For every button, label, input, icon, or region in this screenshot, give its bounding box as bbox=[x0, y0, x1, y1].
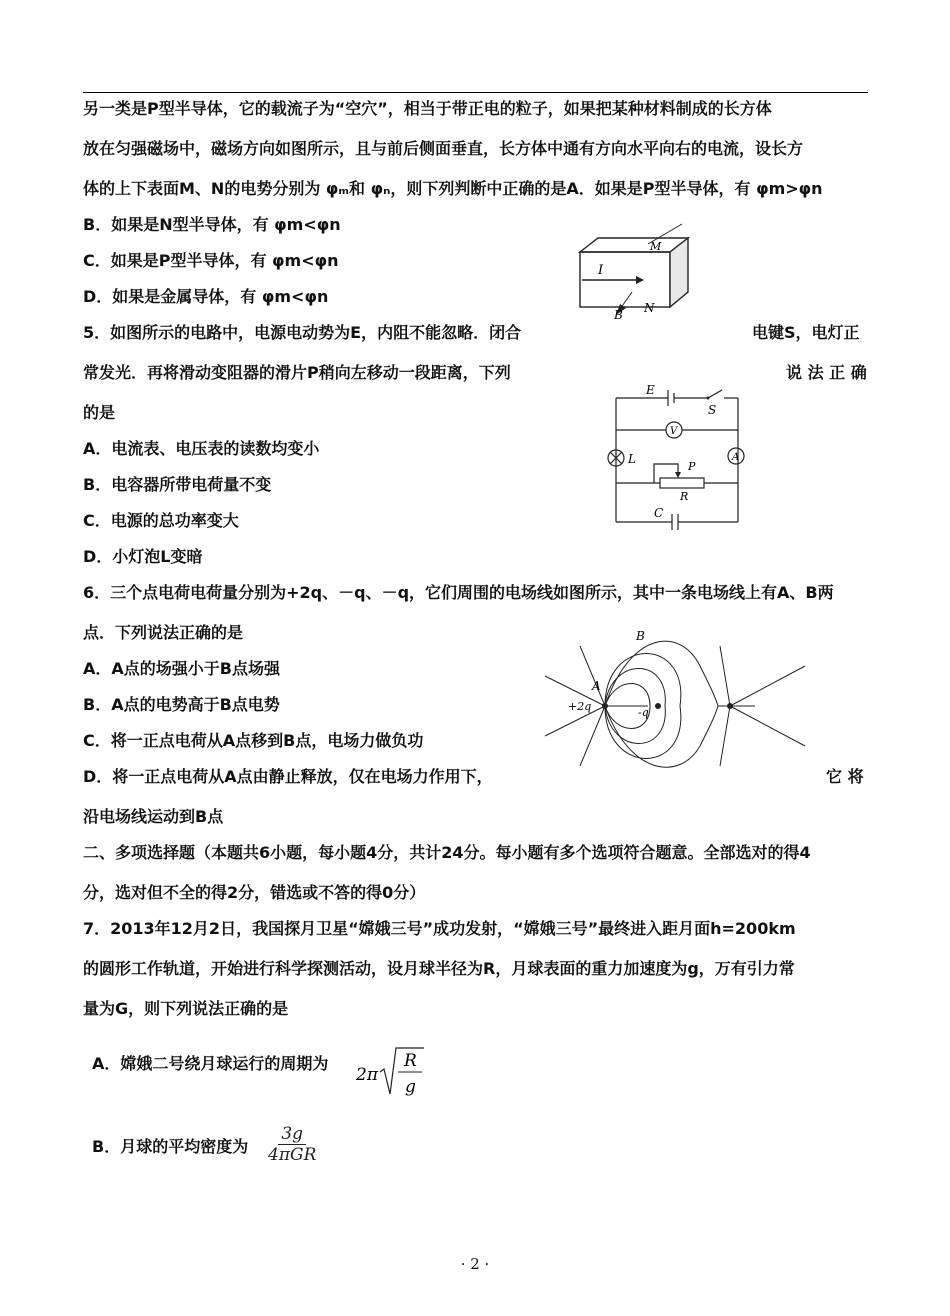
option-5c: C．电源的总功率变大 bbox=[83, 511, 239, 530]
density-formula bbox=[268, 1124, 316, 1165]
question-7-line-2: 的圆形工作轨道，开始进行科学探测活动，设月球半径为R，月球表面的重力加速度为g，万有引力常 bbox=[83, 959, 795, 978]
option-5b: B．电容器所带电荷量不变 bbox=[83, 475, 272, 494]
question-7-line-3: 量为G，则下列说法正确的是 bbox=[83, 999, 289, 1018]
formula-denominator: g bbox=[405, 1077, 416, 1097]
question-6-line-2: 点．下列说法正确的是 bbox=[83, 623, 244, 642]
option-6d-tail: 它 将 bbox=[826, 767, 864, 786]
option-6b: B．A点的电势高于B点电势 bbox=[83, 695, 280, 714]
label-P: P bbox=[688, 460, 696, 473]
header-rule bbox=[83, 92, 868, 93]
label-minus-q: -q bbox=[638, 706, 649, 719]
semiconductor-block-figure bbox=[570, 222, 690, 322]
text-line-1: 另一类是P型半导体，它的载流子为“空穴”，相当于带正电的粒子，如果把某种材料制成的长方体 bbox=[83, 99, 772, 118]
section-2-title: 二、多项选择题（本题共6小题，每小题4分，共计24分。每小题有多个选项符合题意。全部选对的得4 bbox=[83, 843, 811, 862]
label-A: A bbox=[592, 679, 601, 693]
question-7-line-1: 7．2013年12月2日，我国探月卫星“嫦娥三号”成功发射，“嫦娥三号”最终进入距月面h=200km bbox=[83, 919, 796, 938]
label-R: R bbox=[680, 490, 689, 503]
radical-sign bbox=[380, 1048, 424, 1094]
page-number: · 2 · bbox=[460, 1255, 490, 1273]
option-4c: C．如果是P型半导体，有 φm<φn bbox=[83, 251, 339, 270]
text-line-3: 体的上下表面M、N的电势分别为 φₘ和 φₙ，则下列判断中正确的是A．如果是P型半导体，有 φm>φn bbox=[83, 179, 823, 198]
formula-prefix: 2π bbox=[356, 1065, 378, 1085]
circuit-figure bbox=[600, 380, 750, 530]
field-lines-figure bbox=[540, 626, 810, 776]
question-5-tail-2: 说 法 正 确 bbox=[786, 363, 867, 382]
question-6-line-1: 6．三个点电荷电荷量分别为+2q、－q、－q，它们周围的电场线如图所示，其中一条电场线上有A、B两 bbox=[83, 583, 834, 602]
option-7a: A．嫦娥二号绕月球运行的周期为 bbox=[92, 1054, 329, 1073]
label-I: I bbox=[598, 263, 604, 278]
label-M: M bbox=[650, 240, 662, 253]
label-S: S bbox=[708, 403, 717, 417]
label-E: E bbox=[646, 383, 655, 397]
option-4b: B．如果是N型半导体，有 φm<φn bbox=[83, 215, 341, 234]
text-line-2: 放在匀强磁场中，磁场方向如图所示，且与前后侧面垂直，长方体中通有方向水平向右的电流，设长方 bbox=[83, 139, 804, 158]
period-formula bbox=[356, 1042, 426, 1102]
option-6c: C．将一正点电荷从A点移到B点，电场力做负功 bbox=[83, 731, 424, 750]
period-formula-svg bbox=[356, 1042, 426, 1102]
label-L: L bbox=[628, 452, 636, 466]
question-5-tail-1: 电键S，电灯正 bbox=[752, 323, 860, 342]
option-6d-cont: 沿电场线运动到B点 bbox=[83, 807, 224, 826]
option-5d: D．小灯泡L变暗 bbox=[83, 547, 203, 566]
density-numerator: 3g bbox=[278, 1124, 306, 1145]
option-5a: A．电流表、电压表的读数均变小 bbox=[83, 439, 320, 458]
question-5-line-3: 的是 bbox=[83, 403, 116, 422]
density-denominator: 4πGR bbox=[268, 1145, 317, 1165]
label-C: C bbox=[654, 506, 664, 520]
question-5-line-1: 5．如图所示的电路中，电源电动势为E，内阻不能忽略．闭合 bbox=[83, 323, 522, 342]
label-N: N bbox=[644, 301, 655, 315]
question-5-line-2: 常发光．再将滑动变阻器的滑片P稍向左移动一段距离，下列 bbox=[83, 363, 511, 382]
label-B: B bbox=[614, 308, 623, 322]
option-7b: B．月球的平均密度为 bbox=[92, 1137, 249, 1156]
label-A: A bbox=[732, 452, 740, 463]
label-plus-2q: +2q bbox=[568, 700, 592, 713]
section-2-title-cont: 分，选对但不全的得2分，错选或不答的得0分） bbox=[83, 883, 426, 902]
option-6d: D．将一正点电荷从A点由静止释放，仅在电场力作用下， bbox=[83, 767, 493, 786]
label-V: V bbox=[670, 426, 678, 437]
option-4d: D．如果是金属导体，有 φm<φn bbox=[83, 287, 329, 306]
formula-numerator: R bbox=[404, 1051, 417, 1071]
label-B: B bbox=[636, 629, 645, 643]
option-6a: A．A点的场强小于B点场强 bbox=[83, 659, 280, 678]
